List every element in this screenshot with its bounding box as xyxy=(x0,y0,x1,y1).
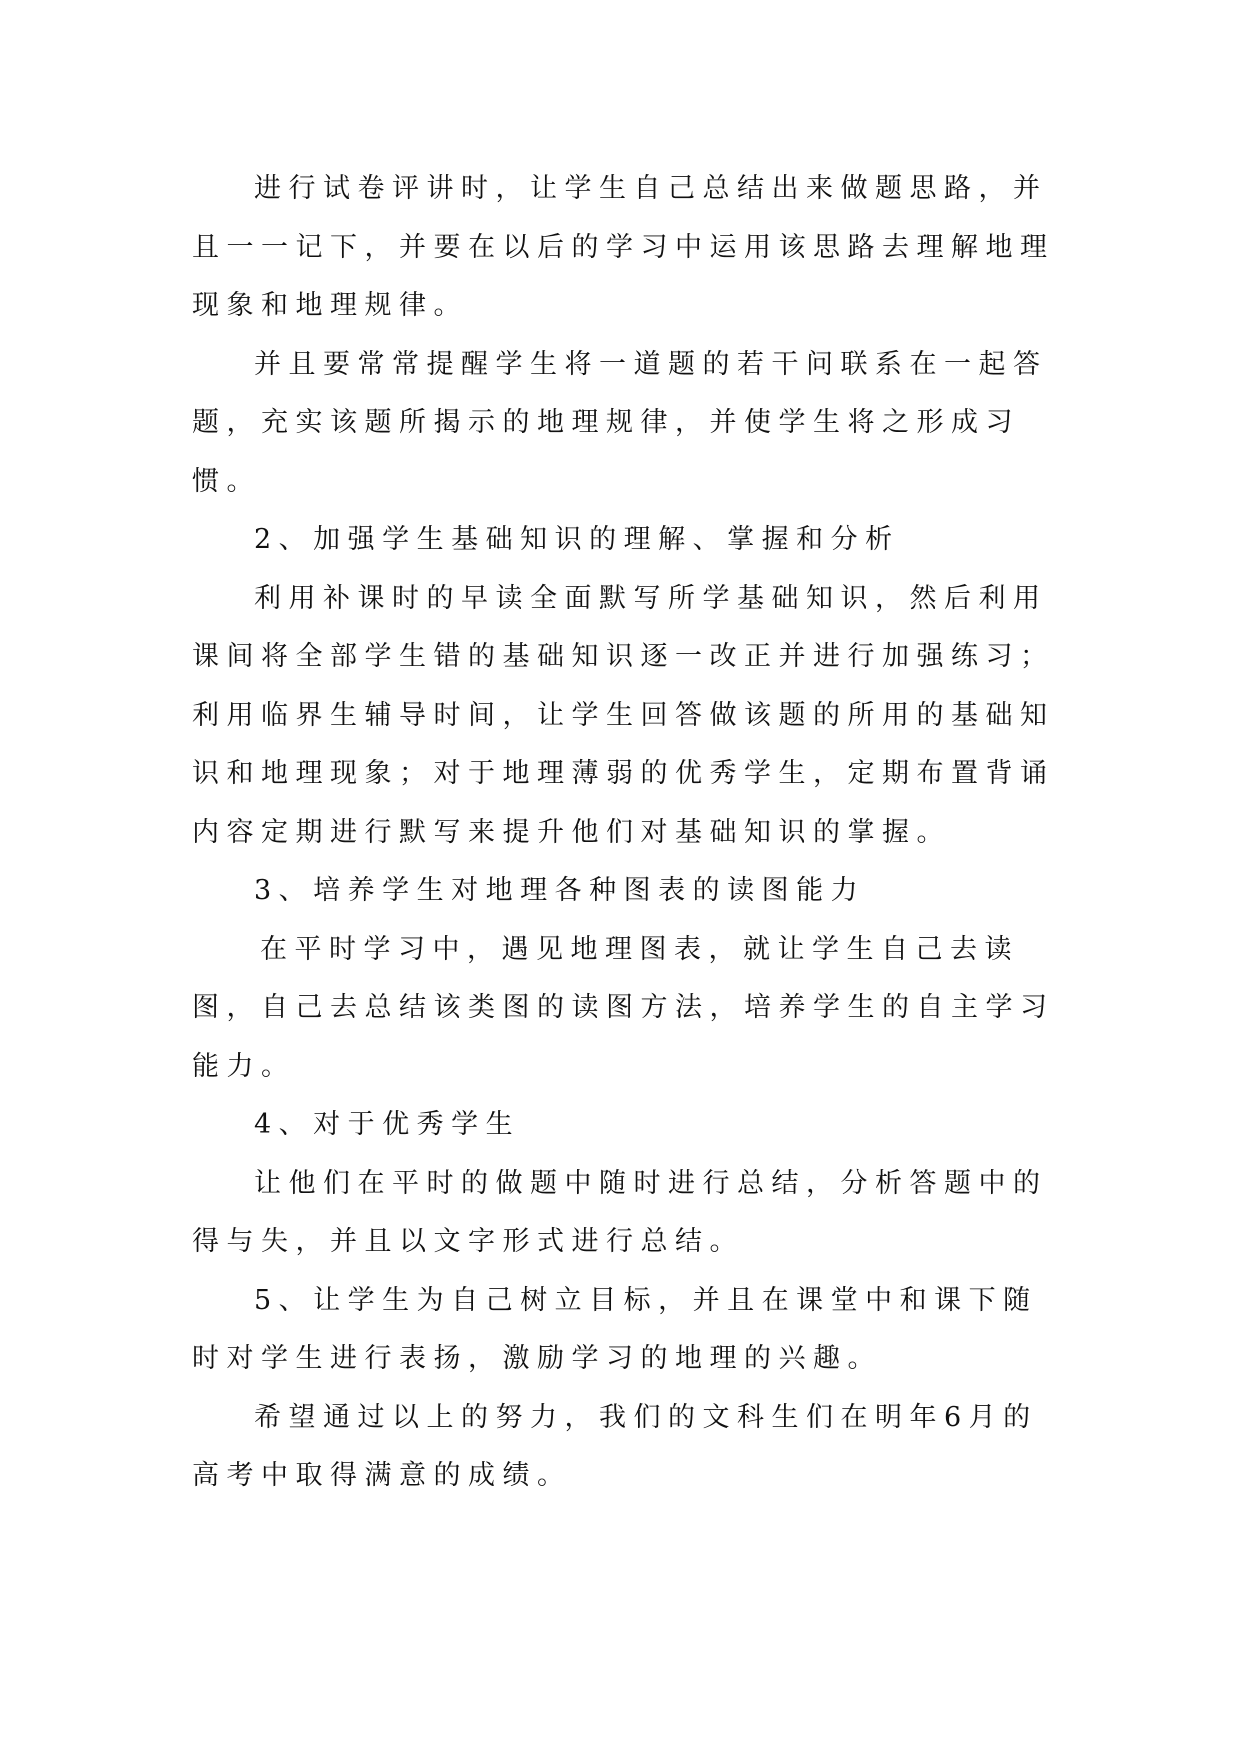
heading-basic-knowledge: 2、加强学生基础知识的理解、掌握和分析 xyxy=(254,524,900,555)
document-body xyxy=(192,160,1057,1506)
heading-excellent-students: 4、对于优秀学生 xyxy=(254,1109,521,1140)
paragraph-excellent-students: 让他们在平时的做题中随时进行总结，分析答题中的得与失，并且以文字形式进行总结。 xyxy=(192,1167,1048,1257)
paragraph-exam-review: 进行试卷评讲时，让学生自己总结出来做题思路，并且一一记下，并要在以后的学习中运用该思路去理解地理现象和地理规律。 xyxy=(192,173,1055,321)
paragraph-answer-habit: 并且要常常提醒学生将一道题的若干问联系在一起答题，充实该题所揭示的地理规律，并使学生将之形成习惯。 xyxy=(192,348,1048,497)
paragraph-set-goals: 5、让学生为自己树立目标，并且在课堂中和课下随时对学生进行表扬，激励学习的地理的兴趣。 xyxy=(192,1284,1038,1374)
heading-map-reading: 3、培养学生对地理各种图表的读图能力 xyxy=(254,875,866,906)
paragraph-closing-hope: 希望通过以上的努力，我们的文科生们在明年6月的高考中取得满意的成绩。 xyxy=(192,1401,1038,1491)
paragraph-basic-knowledge: 利用补课时的早读全面默写所学基础知识，然后利用课间将全部学生错的基础知识逐一改正并进行加强练习；利用临界生辅导时间，让学生回答做该题的所用的基础知识和地理现象；对于地理薄弱的优秀学生，定期布置背诵内容定期进行默写来提升他们对基础知识的掌握。 xyxy=(192,582,1055,848)
paragraph-map-reading: 在平时学习中，遇见地理图表，就让学生自己去读图，自己去总结该类图的读图方法，培养学生的自主学习能力。 xyxy=(192,933,1055,1082)
